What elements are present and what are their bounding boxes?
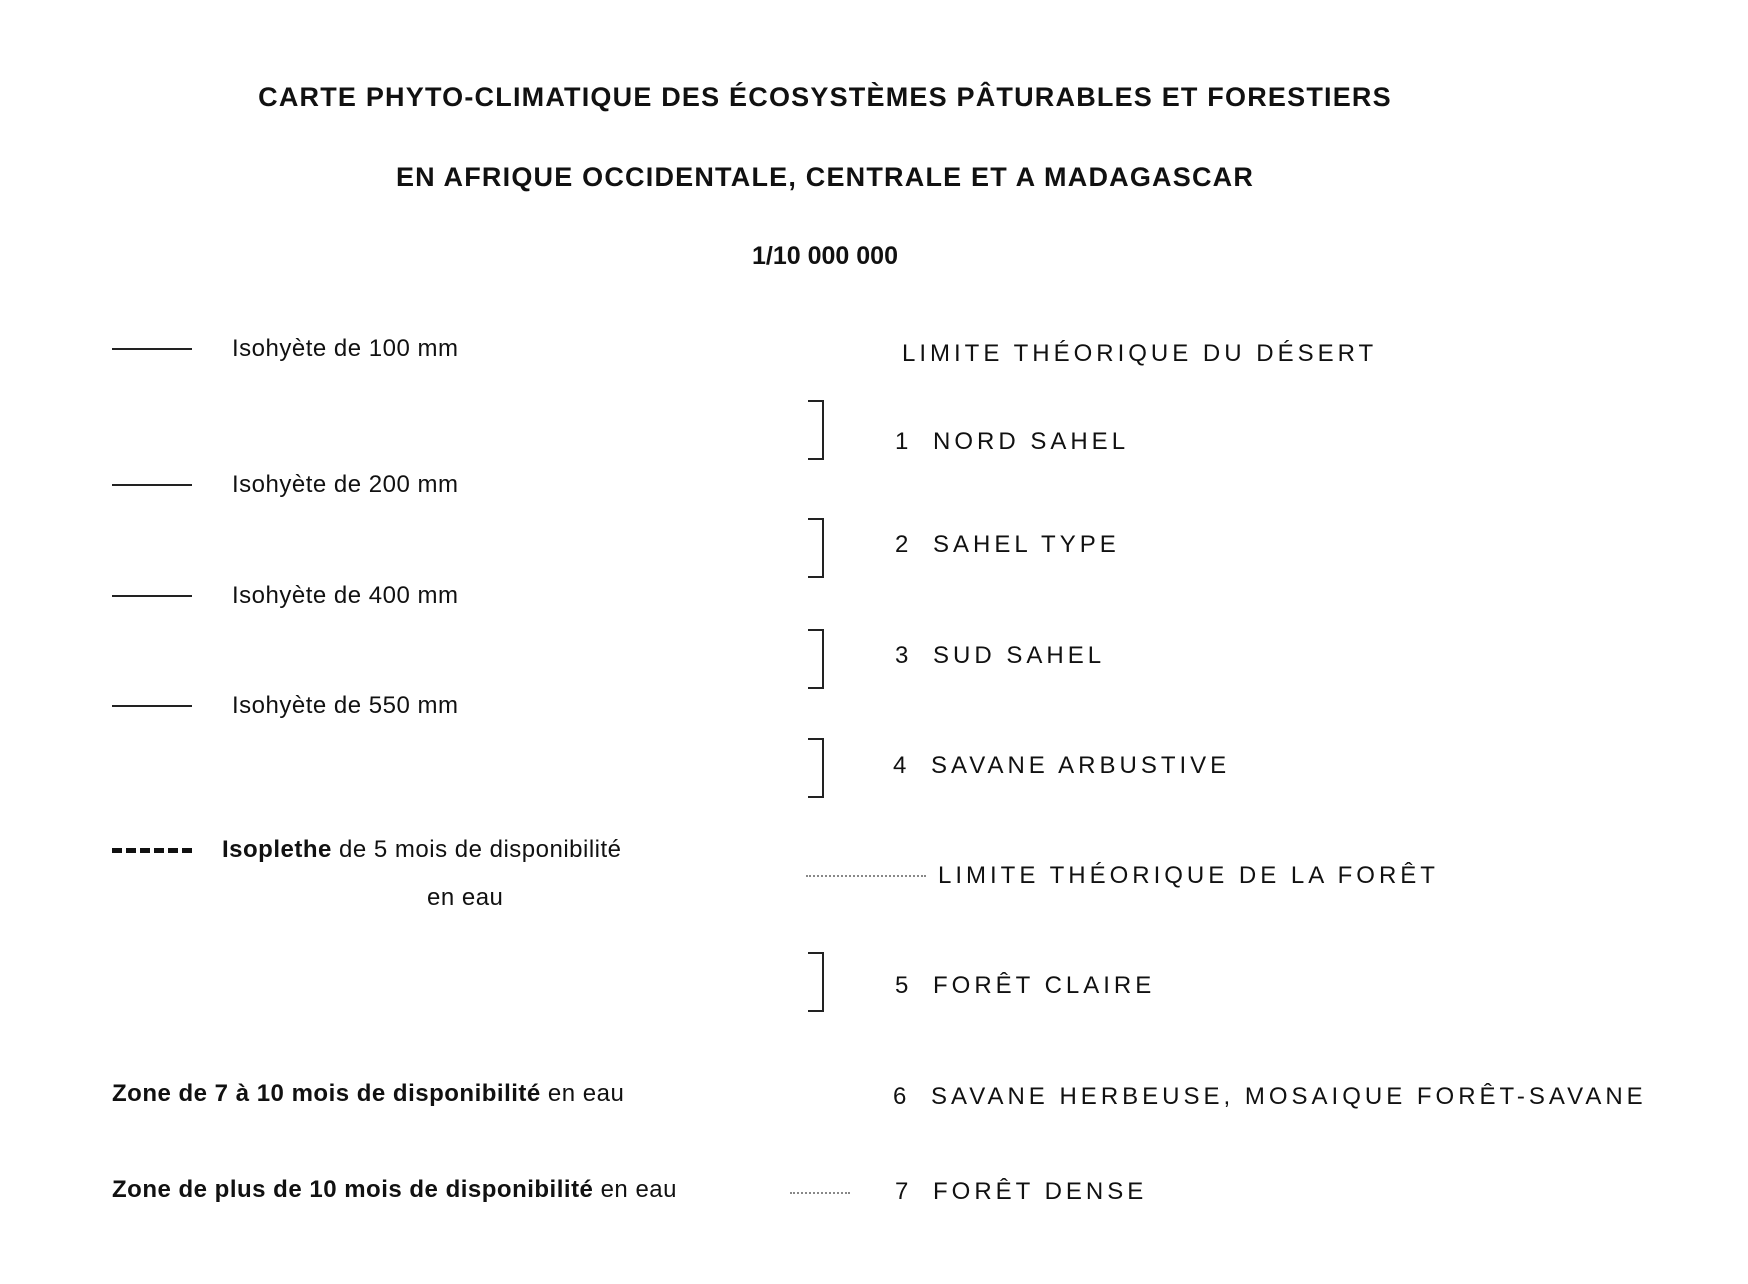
zone-label: FORÊT DENSE bbox=[933, 1178, 1148, 1205]
page-title: CARTE PHYTO-CLIMATIQUE DES ÉCOSYSTÈMES PÂTURABLES ET FORESTIERS bbox=[258, 82, 1392, 112]
zone-6 bbox=[893, 1083, 1647, 1111]
zone-number: 7 bbox=[895, 1178, 909, 1205]
zone-7 bbox=[895, 1178, 1147, 1206]
map-scale: 1/10 000 000 bbox=[752, 242, 898, 270]
zone-3 bbox=[895, 642, 1105, 670]
solid-line-icon bbox=[112, 484, 192, 486]
water-zone-bold: Zone de plus de 10 mois de disponibilité bbox=[112, 1176, 594, 1203]
isoplethe-rest: de 5 mois de disponibilité bbox=[331, 836, 622, 863]
zone-number: 5 bbox=[895, 972, 909, 999]
dotted-line-icon bbox=[790, 1192, 850, 1194]
legend-isohyete-550 bbox=[112, 692, 458, 720]
legend-isohyete-200 bbox=[112, 471, 458, 499]
zone-label: FORÊT CLAIRE bbox=[933, 972, 1156, 999]
legend-isohyete-400 bbox=[112, 582, 458, 610]
legend-isoplethe bbox=[112, 836, 622, 864]
water-zone-bold: Zone de 7 à 10 mois de disponibilité bbox=[112, 1080, 541, 1107]
solid-line-icon bbox=[112, 348, 192, 350]
dashed-line-icon bbox=[112, 848, 192, 853]
subtitle-bold: EN AFRIQUE bbox=[395, 162, 574, 192]
bracket-icon bbox=[808, 952, 824, 1012]
zone-5 bbox=[895, 972, 1155, 1000]
bracket-icon bbox=[808, 400, 824, 460]
isoplethe-bold: Isoplethe bbox=[222, 836, 332, 863]
bracket-icon bbox=[808, 629, 824, 689]
dotted-line-icon bbox=[806, 875, 926, 877]
zone-number: 6 bbox=[893, 1083, 907, 1110]
zone-number: 3 bbox=[895, 642, 909, 669]
water-zone-7-10 bbox=[112, 1080, 624, 1108]
solid-line-icon bbox=[112, 595, 192, 597]
water-zone-rest: en eau bbox=[540, 1080, 625, 1107]
legend-isohyete-100 bbox=[112, 335, 458, 363]
legend-label: Isohyète de 100 mm bbox=[232, 335, 459, 362]
zone-4 bbox=[893, 752, 1230, 780]
zone-number: 4 bbox=[893, 752, 907, 779]
zone-2 bbox=[895, 531, 1120, 559]
zone-number: 1 bbox=[895, 428, 909, 455]
zone-label: SUD SAHEL bbox=[933, 642, 1106, 669]
zone-1 bbox=[895, 428, 1129, 456]
zone-label: SAVANE ARBUSTIVE bbox=[931, 752, 1231, 779]
subtitle-rest: OCCIDENTALE, CENTRALE ET A MADAGASCAR bbox=[573, 162, 1255, 192]
legend-label: Isohyète de 400 mm bbox=[232, 582, 459, 609]
legend-label bbox=[222, 836, 622, 864]
zone-label: NORD SAHEL bbox=[933, 428, 1130, 455]
zone-label: SAHEL TYPE bbox=[933, 531, 1120, 558]
bracket-icon bbox=[808, 738, 824, 798]
legend-label: Isohyète de 200 mm bbox=[232, 471, 459, 498]
water-zone-rest: en eau bbox=[593, 1176, 677, 1203]
zone-number: 2 bbox=[895, 531, 909, 558]
bracket-icon bbox=[808, 518, 824, 578]
page-subtitle bbox=[0, 162, 1650, 193]
limit-desert: LIMITE THÉORIQUE DU DÉSERT bbox=[902, 340, 1378, 367]
solid-line-icon bbox=[112, 705, 192, 707]
zone-label: SAVANE HERBEUSE, MOSAIQUE FORÊT-SAVANE bbox=[931, 1083, 1647, 1110]
limit-forest: LIMITE THÉORIQUE DE LA FORÊT bbox=[938, 862, 1439, 889]
legend-label: Isohyète de 550 mm bbox=[232, 692, 459, 719]
water-zone-10-plus bbox=[112, 1176, 677, 1204]
legend-isoplethe-line2: en eau bbox=[427, 884, 504, 911]
